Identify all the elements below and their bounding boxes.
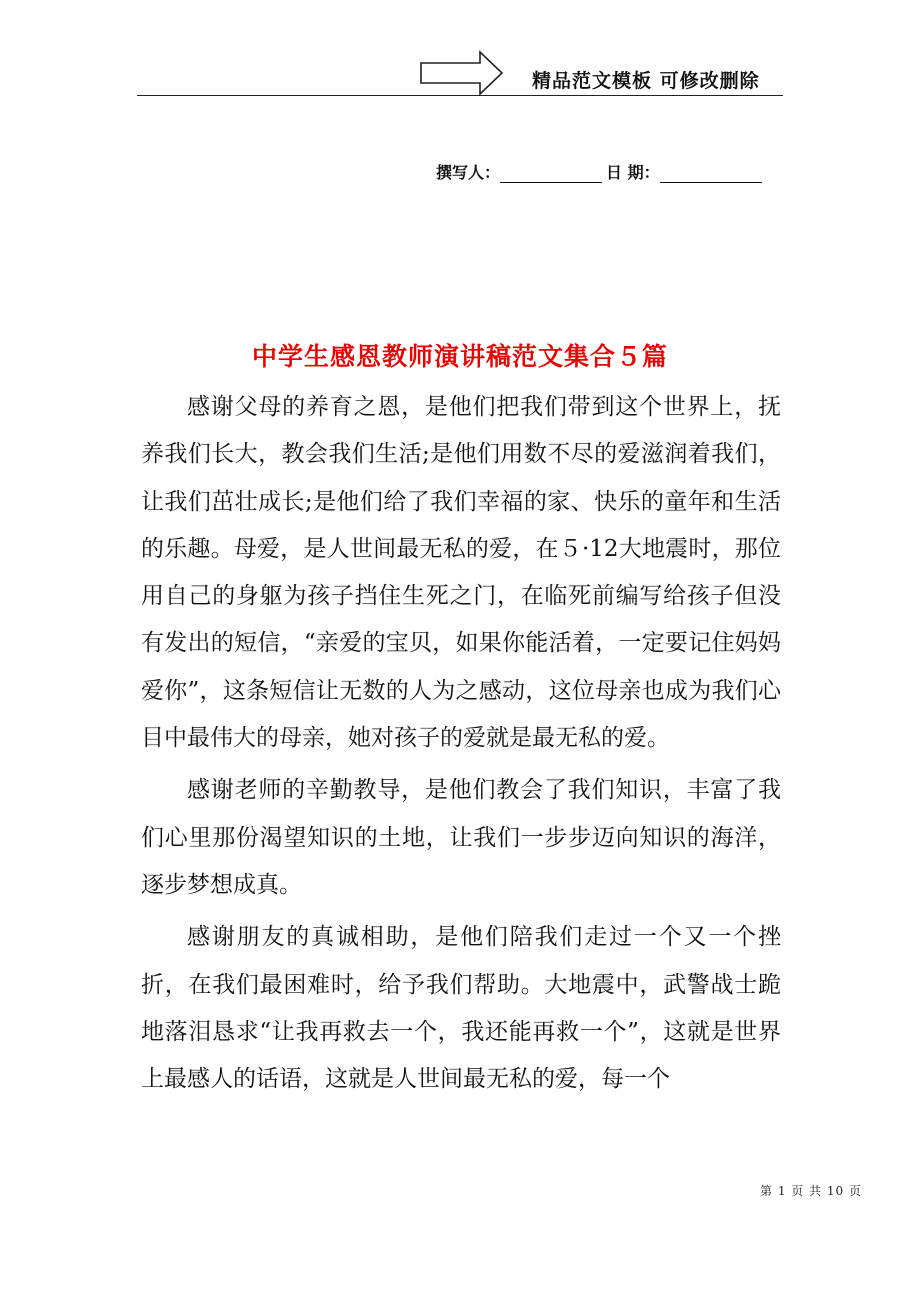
- paragraph: 感谢父母的养育之恩，是他们把我们带到这个世界上，抚养我们长大，教会我们生活;是他们用数不尽的爱滋润着我们，让我们茁壮成长;是他们给了我们幸福的家、快乐的童年和生活的乐趣。母爱，是人世间最无私的爱，在５·12大地震时，那位用自己的身躯为孩子挡住生死之门，在临死前编写给孩子但没有发出的短信，“亲爱的宝贝，如果你能活着，一定要记住妈妈爱你”，这条短信让无数的人为之感动，这位母亲也成为我们心目中最伟大的母亲，她对孩子的爱就是最无私的爱。: [141, 394, 781, 752]
- page-header: [0, 0, 920, 100]
- header-divider: [137, 95, 783, 96]
- date-label: 日 期：: [606, 163, 660, 182]
- header-tagline: 精品范文模板 可修改删除: [532, 70, 760, 92]
- author-field[interactable]: [500, 162, 602, 183]
- date-field[interactable]: [660, 162, 762, 183]
- document-body: [141, 384, 781, 1103]
- paragraph: 感谢朋友的真诚相助，是他们陪我们走过一个又一个挫折，在我们最困难时，给予我们帮助。大地震中，武警战士跪地落泪恳求“让我再救去一个，我还能再救一个”，这就是世界上最感人的话语，这就是人世间最无私的爱，每一个: [141, 924, 781, 1093]
- arrow-right-icon: [420, 50, 504, 96]
- author-label: 撰写人：: [436, 163, 501, 182]
- paragraph: 感谢老师的辛勤教导，是他们教会了我们知识，丰富了我们心里那份渴望知识的土地，让我们一步步迈向知识的海洋，逐步梦想成真。: [141, 777, 781, 898]
- author-date-line: [436, 160, 762, 183]
- page-number: 第 1 页 共 10 页: [760, 1184, 862, 1198]
- document-title: 中学生感恩教师演讲稿范文集合５篇: [251, 342, 668, 371]
